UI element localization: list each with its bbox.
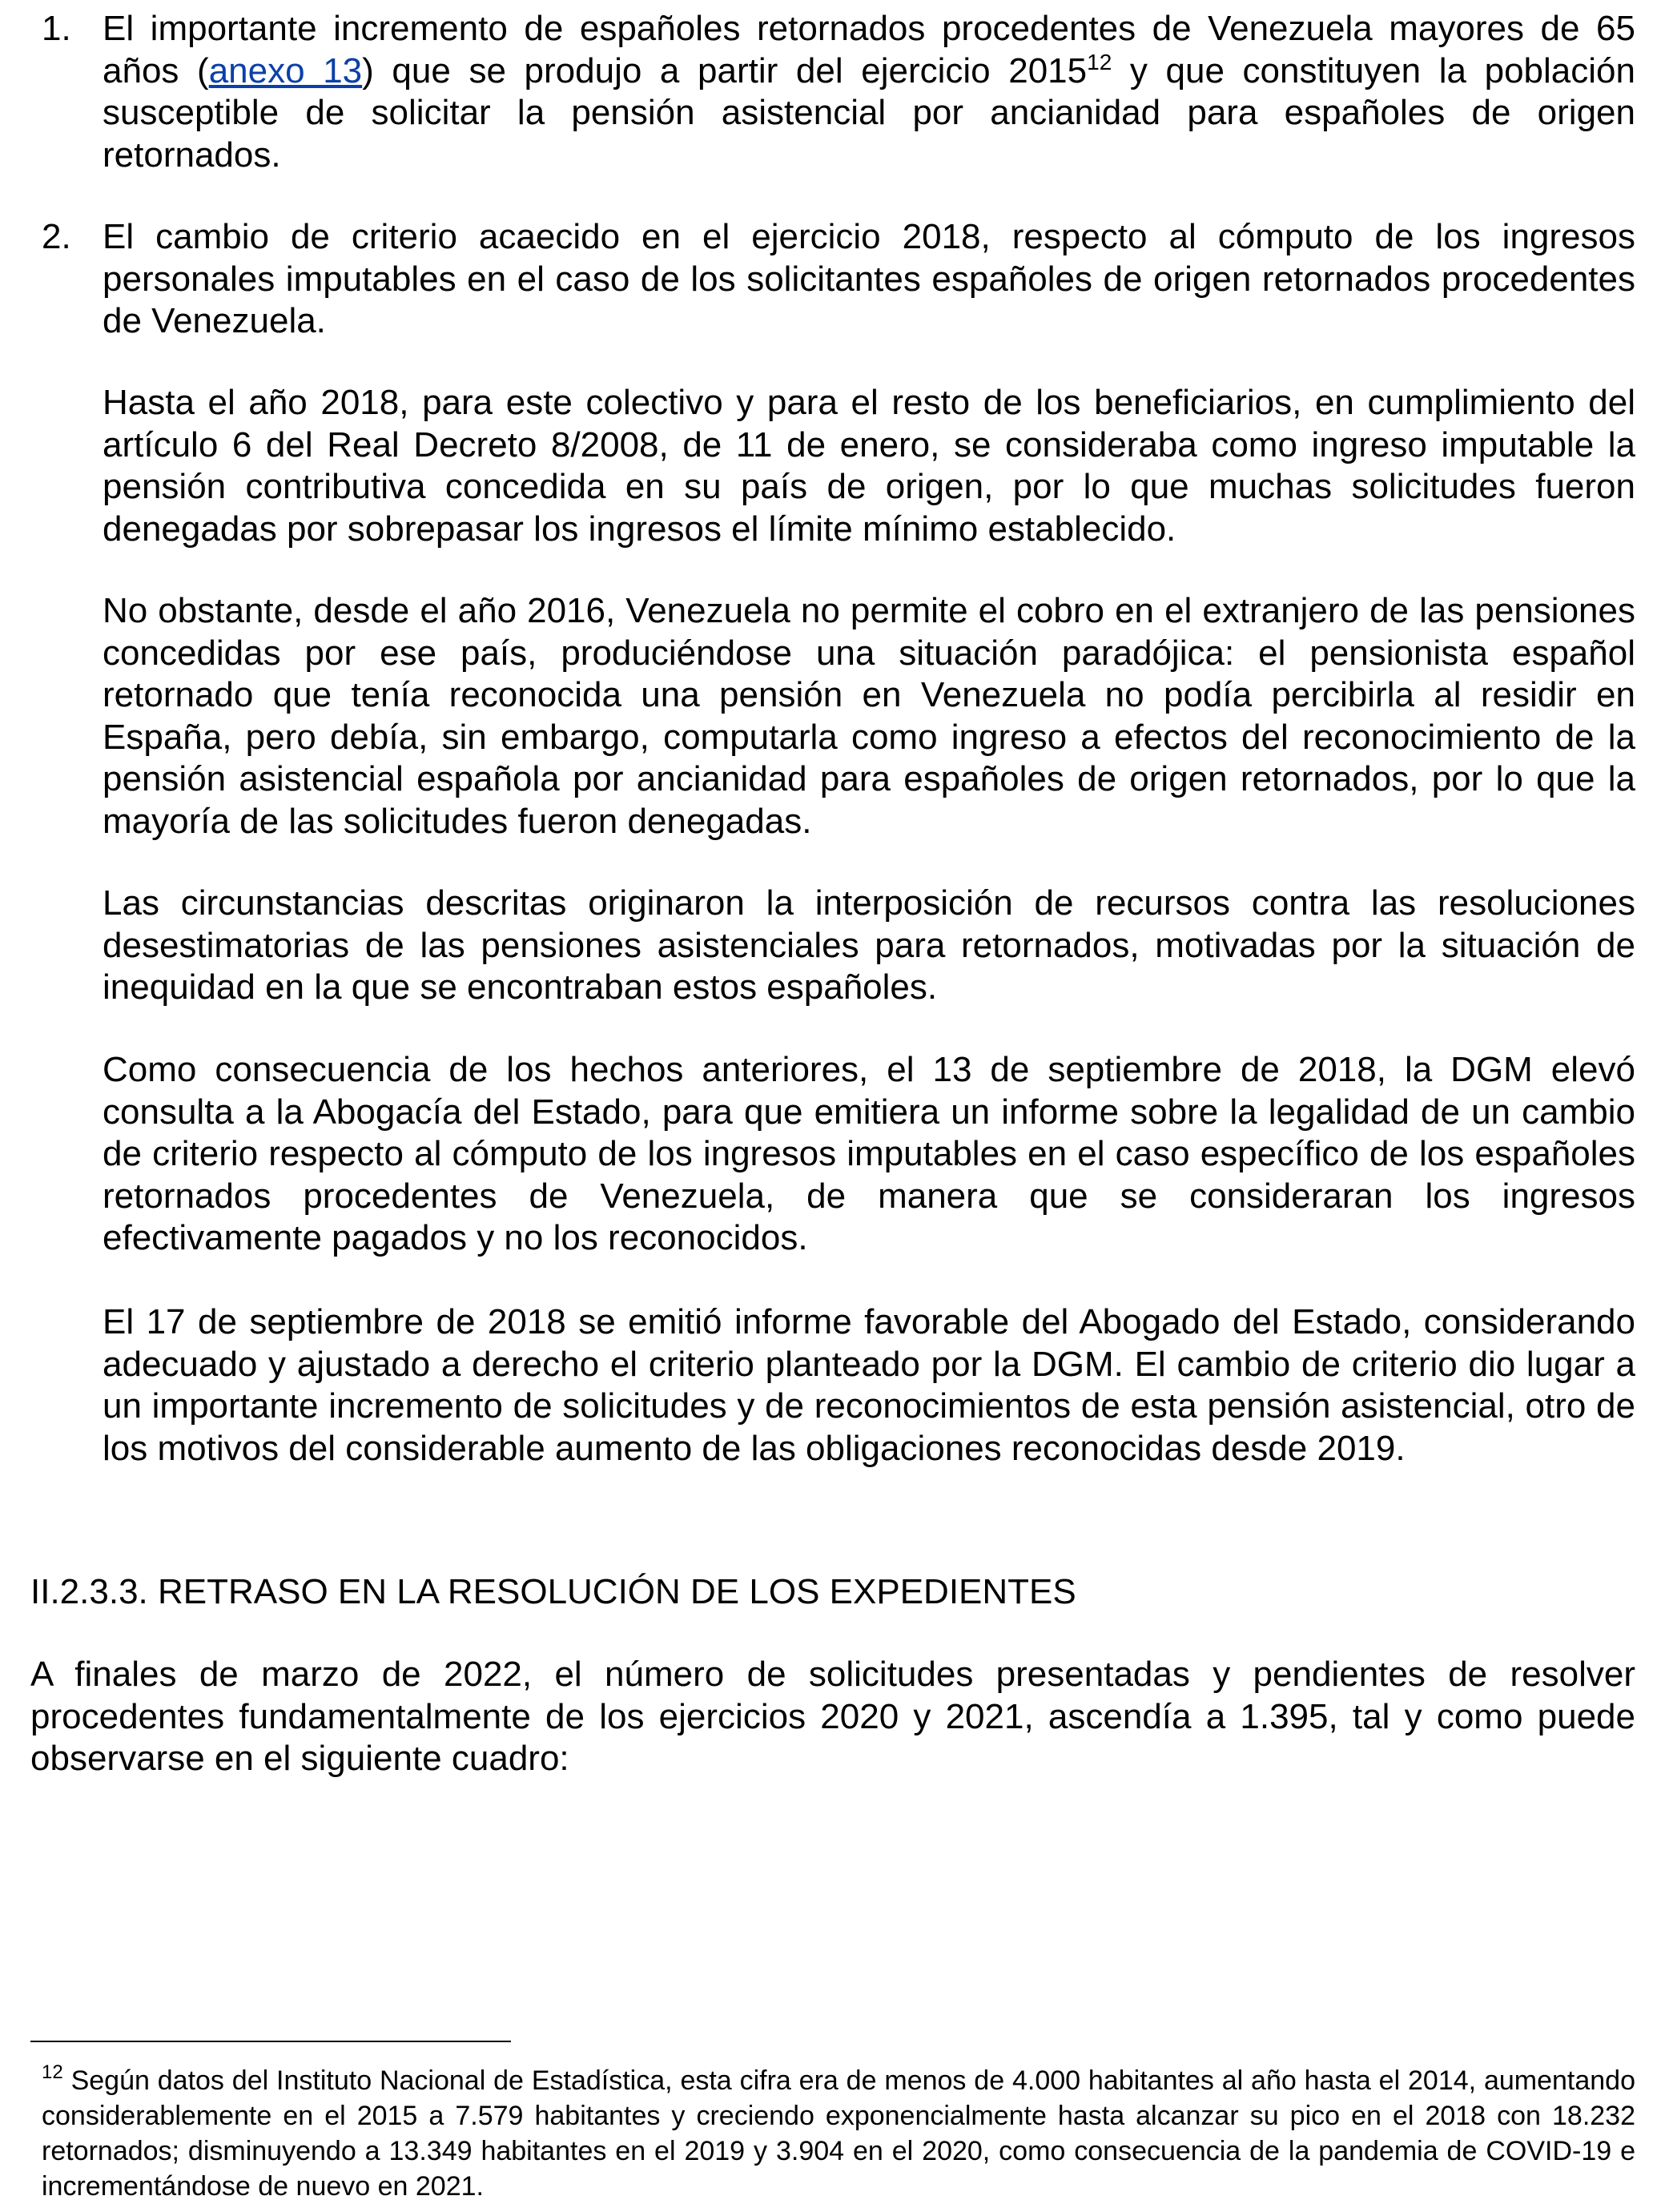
list-number-1: 1. <box>42 9 71 48</box>
footnote-12 <box>42 2063 1635 2204</box>
footnote-divider <box>30 2041 511 2042</box>
list-item-1-text-middle: ) que se produjo a partir del ejercicio 2015 <box>362 50 1088 90</box>
paragraph-no-obstante: No obstante, desde el año 2016, Venezuela no permite el cobro en el extranjero de las pensiones concedidas por ese país, produciéndose una situación paradójica: el pensionista español retornado que tenía reconocida una pensión en Venezuela no podía percibirla al residir en España, pero debía, sin embargo, computarla como ingreso a efectos del reconocimiento de la pensión asistencial española por ancianidad para españoles de origen retornados, por lo que la mayoría de las solicitudes fueron denegadas. <box>103 591 1635 841</box>
list-item-2-text: El cambio de criterio acaecido en el ejercicio 2018, respecto al cómputo de los ingresos personales imputables en el caso de los solicitantes españoles de origen retornados procedentes de Venezuela. <box>103 217 1635 340</box>
paragraph-consecuencia: Como consecuencia de los hechos anteriores, el 13 de septiembre de 2018, la DGM elevó consulta a la Abogacía del Estado, para que emitiera un informe sobre la legalidad de un cambio de criterio respecto al cómputo de los ingresos imputables en el caso específico de los españoles retornados procedentes de Venezuela, de manera que se consideraran los ingresos efectivamente pagados y no los reconocidos. <box>103 1050 1635 1257</box>
paragraph-informe-favorable: El 17 de septiembre de 2018 se emitió informe favorable del Abogado del Estado, considerando adecuado y ajustado a derecho el criterio planteado por la DGM. El cambio de criterio dio lugar a un importante incremento de solicitudes y de reconocimientos de esta pensión asistencial, otro de los motivos del considerable aumento de las obligaciones reconocidas desde 2019. <box>103 1302 1635 1468</box>
section-paragraph: A finales de marzo de 2022, el número de solicitudes presentadas y pendientes de resolver procedentes fundamentalmente de los ejercicios 2020 y 2021, ascendía a 1.395, tal y como puede observarse en el siguiente cuadro: <box>30 1655 1635 1778</box>
paragraph-circunstancias: Las circunstancias descritas originaron la interposición de recursos contra las resoluciones desestimatorias de las pensiones asistenciales para retornados, motivadas por la situación de inequidad en la que se encontraban estos españoles. <box>103 883 1635 1007</box>
footnote-text: Según datos del Instituto Nacional de Estadística, esta cifra era de menos de 4.000 habitantes al año hasta el 2014, aumentando considerablemente en el 2015 a 7.579 habitantes y creciendo exponencialmente hasta alcanzar su pico en el 2018 con 18.232 retornados; disminuyendo a 13.349 habitantes en el 2019 y 3.904 en el 2020, como consecuencia de la pandemia de COVID-19 e incrementándose de nuevo en 2021. <box>42 2065 1635 2202</box>
section-heading: II.2.3.3. RETRASO EN LA RESOLUCIÓN DE LOS EXPEDIENTES <box>30 1572 1076 1611</box>
paragraph-hasta-2018: Hasta el año 2018, para este colectivo y para el resto de los beneficiarios, en cumplimiento del artículo 6 del Real Decreto 8/2008, de 11 de enero, se consideraba como ingreso imputable la pensión contributiva concedida en su país de origen, por lo que muchas solicitudes fueron denegadas por sobrepasar los ingresos el límite mínimo establecido. <box>103 383 1635 549</box>
list-item-1-text-end: y que constituyen la población susceptible de solicitar la pensión asistencial por ancianidad para españoles de origen retornados. <box>103 50 1635 175</box>
footnote-number: 12 <box>42 2061 63 2083</box>
footnote-reference-12[interactable]: 12 <box>1087 49 1112 74</box>
list-number-2: 2. <box>42 217 71 256</box>
list-item-1-text <box>103 8 1635 176</box>
list-item-1-text-start: El importante incremento de españoles retornados procedentes de Venezuela mayores de 65 años ( <box>103 9 1635 90</box>
anexo-13-link[interactable]: anexo 13 <box>208 50 363 90</box>
